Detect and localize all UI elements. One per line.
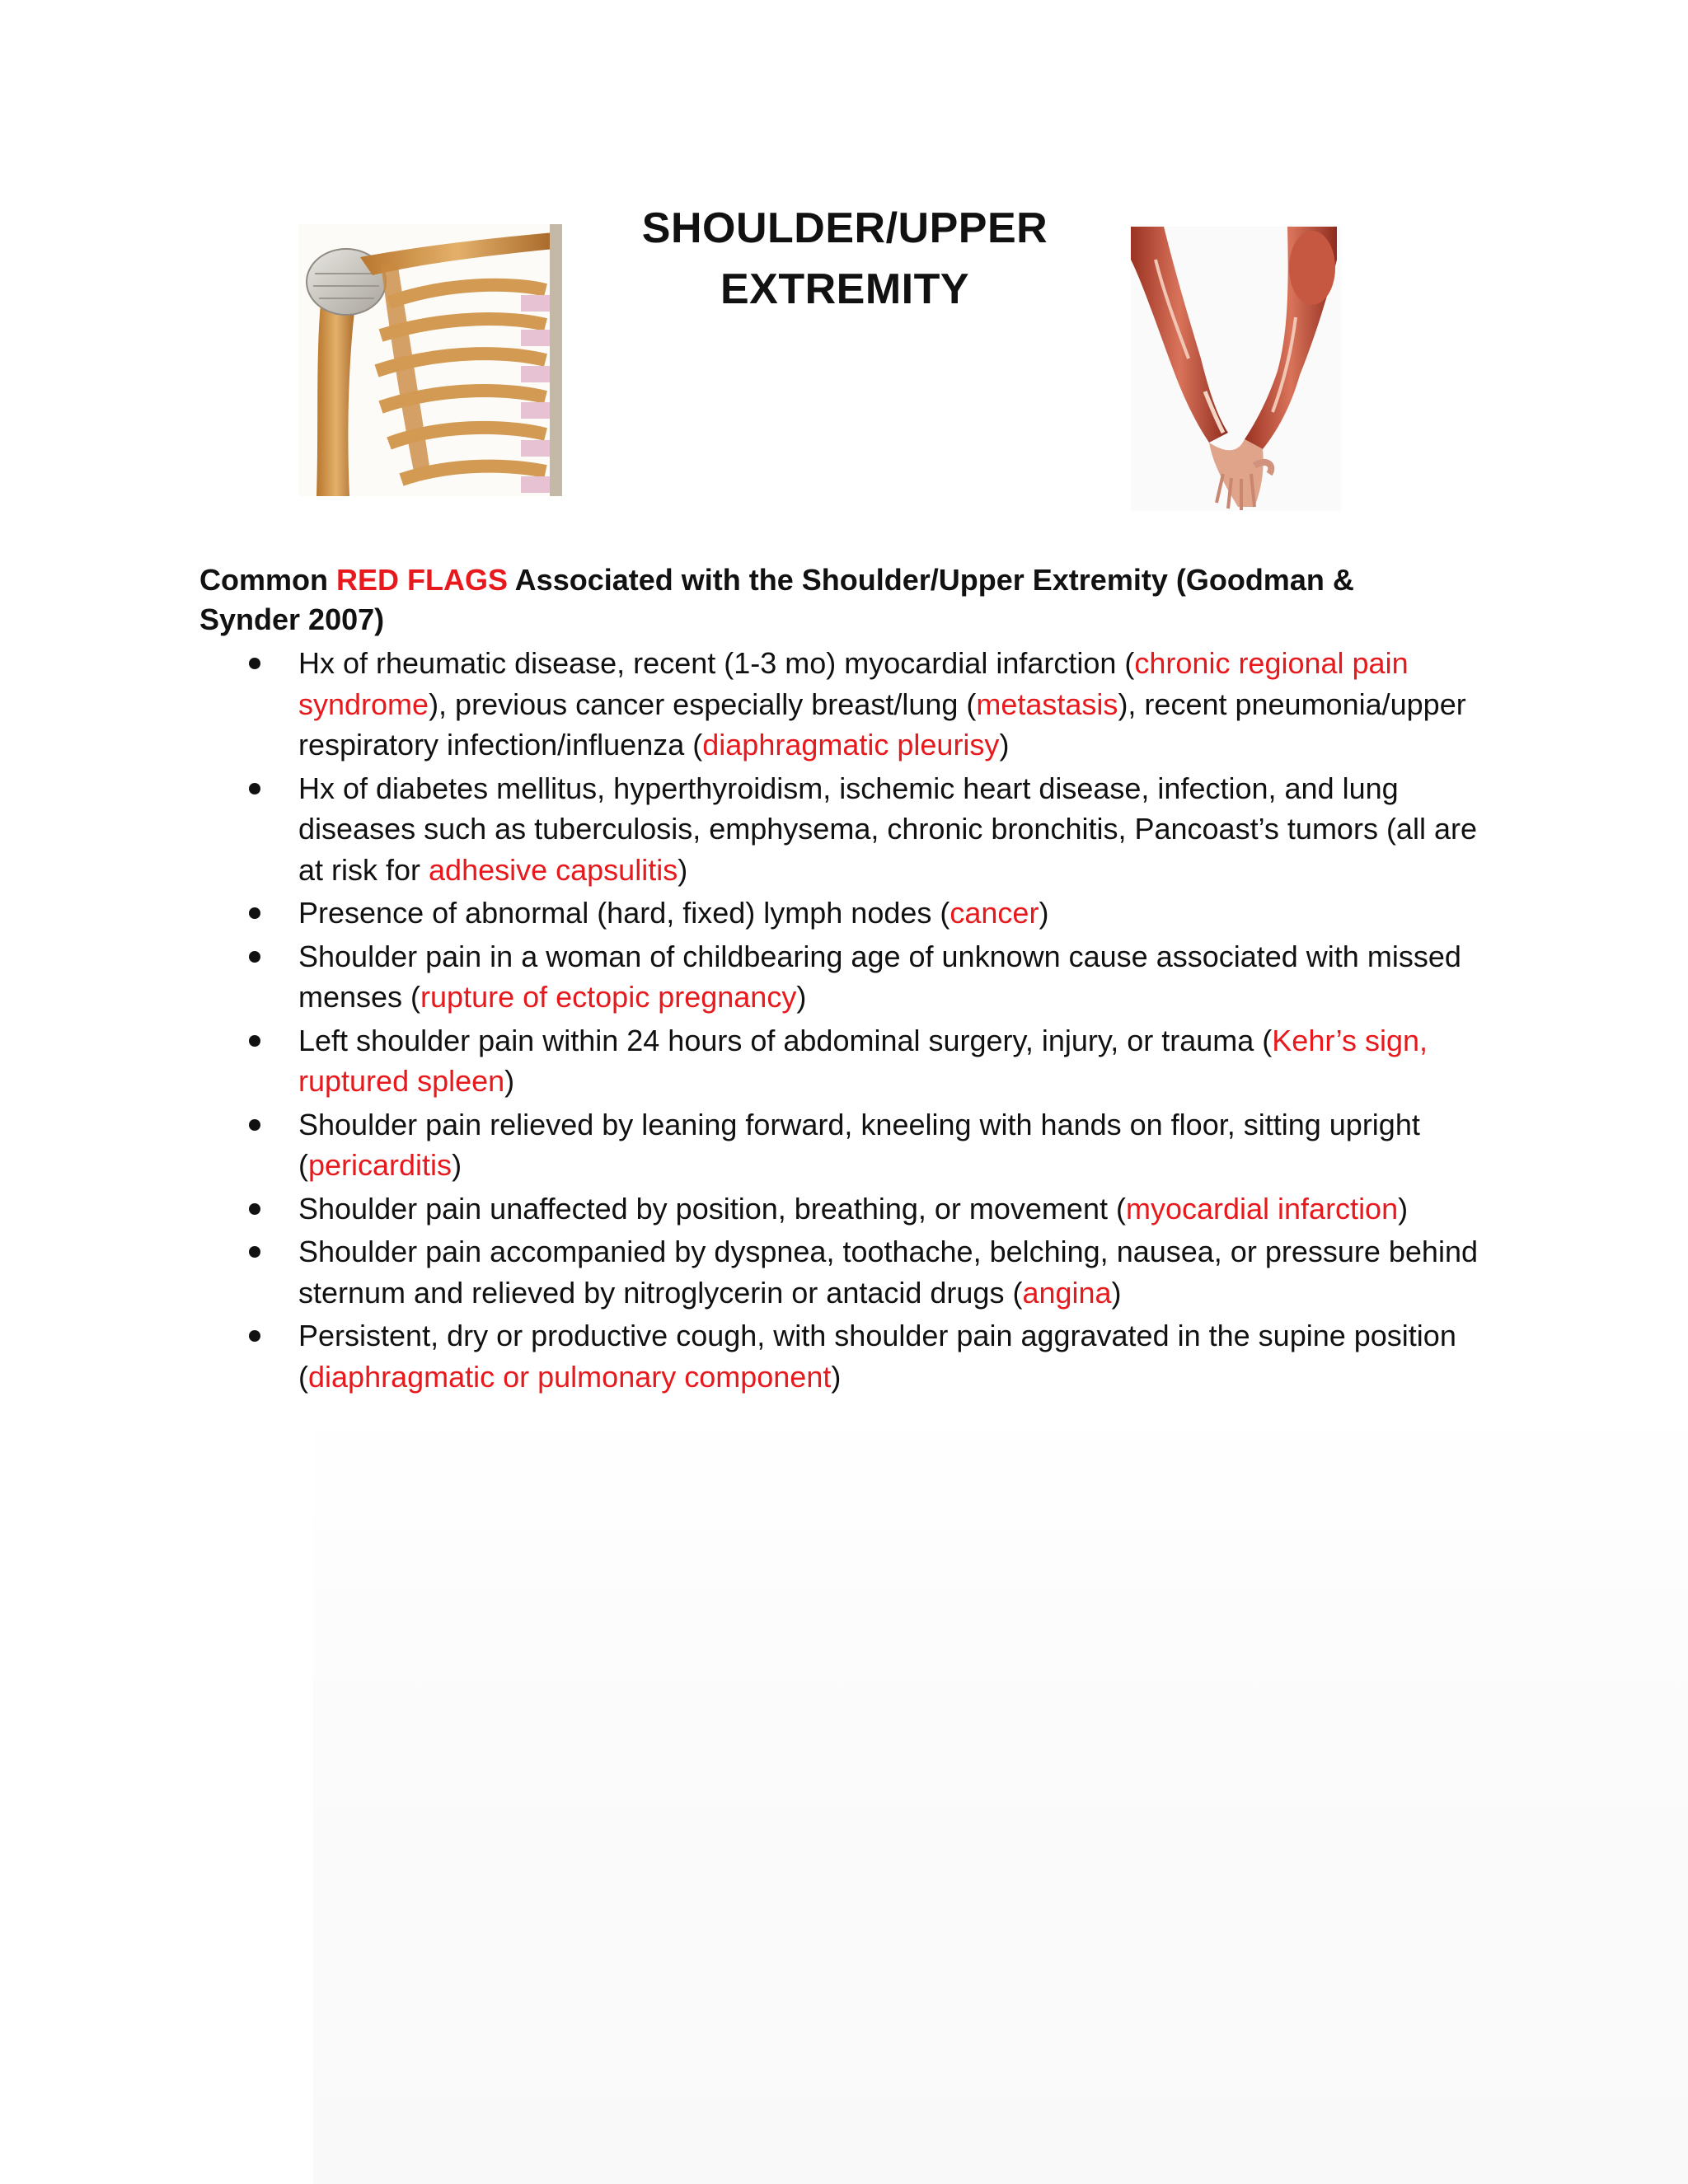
- list-item-text: ), recent pneumonia/upper respiratory infection/influenza (: [298, 687, 1466, 762]
- bullet-icon: [249, 658, 260, 669]
- list-item-text: Shoulder pain in a woman of childbearing age of unknown cause associated with missed menses (: [298, 939, 1461, 1014]
- red-flag-condition: angina: [1022, 1275, 1112, 1310]
- list-item-text: Hx of rheumatic disease, recent (1-3 mo) myocardial infarction (: [298, 646, 1135, 680]
- red-flags-list: [199, 643, 1502, 1399]
- red-flag-condition: cancer: [950, 896, 1039, 930]
- list-item-text: Shoulder pain accompanied by dyspnea, toothache, belching, nausea, or pressure behind sternum and relieved by nitroglycerin or antacid drugs (: [298, 1235, 1478, 1310]
- page-background-shade: [313, 1401, 1688, 2184]
- red-flag-condition: myocardial infarction: [1125, 1191, 1399, 1226]
- red-flag-condition: Kehr’s sign, ruptured spleen: [298, 1023, 1428, 1098]
- list-item: [199, 768, 1502, 891]
- list-item-text: Shoulder pain relieved by leaning forward, kneeling with hands on floor, sitting upright (: [298, 1107, 1420, 1182]
- list-item-text: ): [999, 728, 1010, 762]
- page-title-line-2: EXTREMITY: [720, 265, 970, 313]
- page-title: [569, 198, 1121, 320]
- red-flag-condition: diaphragmatic pleurisy: [702, 728, 1000, 762]
- bullet-icon: [249, 1246, 260, 1258]
- list-item-text: ): [452, 1148, 462, 1182]
- list-item-text: Presence of abnormal (hard, fixed) lymph nodes (: [298, 896, 950, 930]
- list-item-text: ): [1039, 896, 1049, 930]
- red-flag-condition: metastasis: [976, 687, 1118, 721]
- shoulder-skeleton-illustration: [298, 224, 562, 496]
- arm-muscles-image: [1131, 227, 1341, 511]
- bullet-icon: [249, 1035, 260, 1047]
- list-item-text: ): [1111, 1275, 1122, 1310]
- list-item: [199, 1188, 1502, 1230]
- section-heading: [199, 560, 1461, 640]
- list-item-text: Left shoulder pain within 24 hours of abdominal surgery, injury, or trauma (: [298, 1023, 1273, 1057]
- list-item: [199, 1315, 1502, 1397]
- list-item-text: ): [796, 980, 807, 1014]
- heading-red-flags: RED FLAGS: [336, 563, 509, 597]
- bullet-icon: [249, 783, 260, 794]
- red-flag-condition: adhesive capsulitis: [429, 852, 678, 887]
- list-item-text: ): [831, 1359, 842, 1394]
- bullet-icon: [249, 907, 260, 919]
- list-item-text: Persistent, dry or productive cough, with shoulder pain aggravated in the supine position (: [298, 1319, 1456, 1394]
- list-item-text: Shoulder pain unaffected by position, breathing, or movement (: [298, 1191, 1126, 1226]
- list-item: [199, 1104, 1502, 1186]
- list-item-text: Hx of diabetes mellitus, hyperthyroidism, ischemic heart disease, infection, and lung diseases such as tuberculosis, emphysema, chronic bronchitis, Pancoast’s tumors (all are at risk for: [298, 771, 1477, 887]
- list-item: [199, 936, 1502, 1018]
- bullet-icon: [249, 1203, 260, 1215]
- arm-muscles-illustration: [1131, 227, 1341, 511]
- heading-prefix: Common: [199, 563, 336, 597]
- list-item-text: ): [504, 1064, 515, 1098]
- bullet-icon: [249, 1330, 260, 1342]
- red-flag-condition: chronic regional pain syndrome: [298, 646, 1409, 721]
- page-title-line-1: SHOULDER/UPPER: [641, 204, 1048, 252]
- list-item-text: ): [1398, 1191, 1409, 1226]
- list-item-text: ), previous cancer especially breast/lung (: [429, 687, 977, 721]
- list-item: [199, 893, 1502, 934]
- list-item: [199, 1231, 1502, 1313]
- list-item: [199, 643, 1502, 766]
- red-flag-condition: pericarditis: [308, 1148, 452, 1182]
- list-item: [199, 1020, 1502, 1102]
- bullet-icon: [249, 951, 260, 963]
- heading-suffix: Associated with the Shoulder/Upper Extremity (Goodman & Synder 2007): [199, 563, 1354, 636]
- shoulder-skeleton-image: [298, 224, 562, 496]
- list-item-text: ): [678, 852, 688, 887]
- red-flag-condition: rupture of ectopic pregnancy: [420, 980, 797, 1014]
- red-flag-condition: diaphragmatic or pulmonary component: [308, 1359, 832, 1394]
- bullet-icon: [249, 1119, 260, 1131]
